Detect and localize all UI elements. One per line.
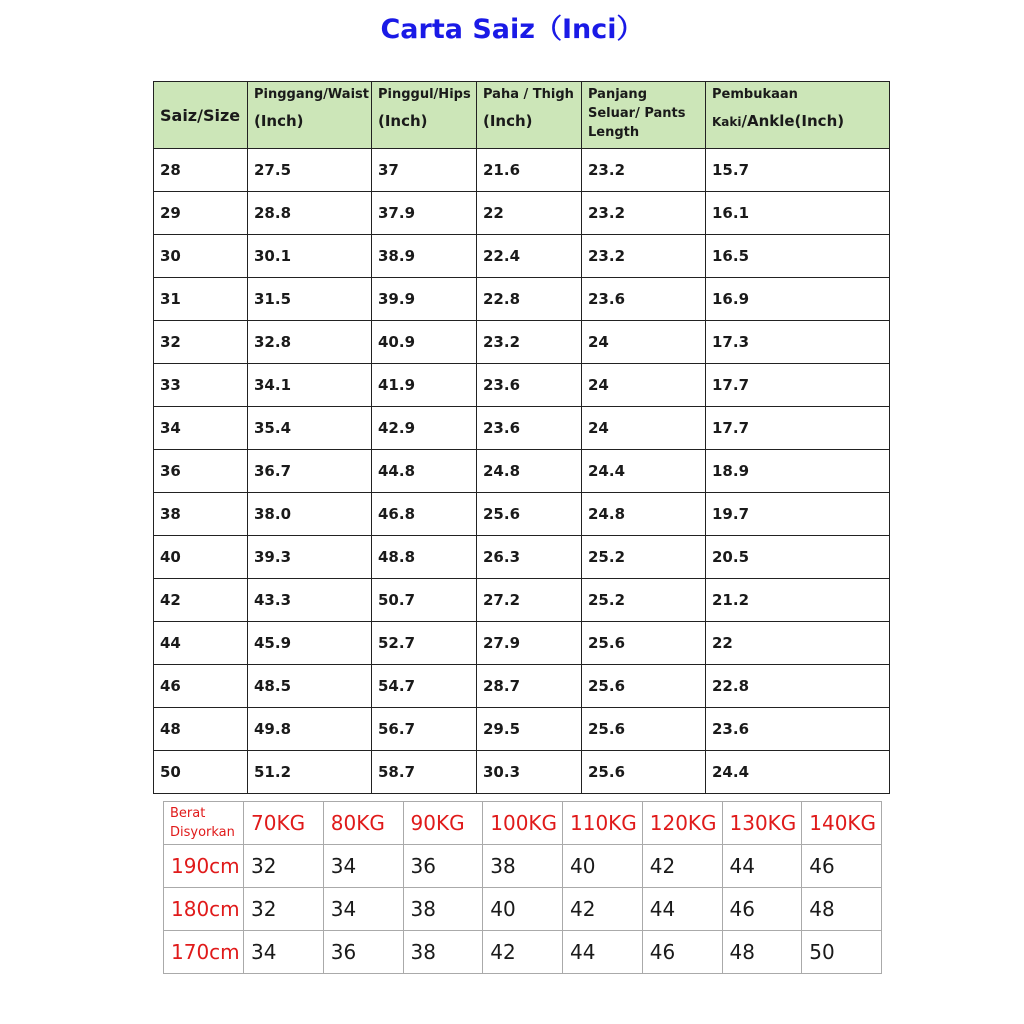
header-ankle-small: Kaki [712,115,742,129]
header-thigh-unit: (Inch) [483,112,533,130]
cell-waist: 35.4 [248,407,372,450]
header-pants-length-label: Panjang Seluar/ Pants Length [588,87,686,140]
table-row [154,321,890,364]
header-thigh-label: Paha / Thigh [483,87,574,102]
cell-pants-length: 25.6 [582,665,706,708]
cell-ankle: 20.5 [706,536,890,579]
recommended-size-cell: 36 [323,931,403,974]
cell-waist: 51.2 [248,751,372,794]
cell-size: 38 [154,493,248,536]
header-hips-label: Pinggul/Hips [378,87,471,102]
table-row [154,235,890,278]
cell-thigh: 22.8 [477,278,582,321]
cell-hips: 37.9 [372,192,477,235]
page-title: Carta Saiz（Inci） [380,14,644,45]
cell-size: 44 [154,622,248,665]
recommended-size-cell: 42 [642,845,722,888]
table-row [154,708,890,751]
cell-hips: 52.7 [372,622,477,665]
cell-size: 34 [154,407,248,450]
cell-waist: 36.7 [248,450,372,493]
size-chart-body [154,149,890,794]
recommended-size-cell: 38 [403,888,483,931]
cell-hips: 50.7 [372,579,477,622]
size-chart-header-row [154,82,890,149]
weight-recommendation-table [163,801,882,974]
cell-size: 36 [154,450,248,493]
cell-waist: 49.8 [248,708,372,751]
header-waist [248,82,372,149]
recommended-size-cell: 50 [802,931,882,974]
cell-thigh: 24.8 [477,450,582,493]
cell-waist: 43.3 [248,579,372,622]
cell-ankle: 17.3 [706,321,890,364]
table-row [154,149,890,192]
cell-hips: 40.9 [372,321,477,364]
recommended-size-cell: 38 [403,931,483,974]
cell-ankle: 16.5 [706,235,890,278]
cell-thigh: 25.6 [477,493,582,536]
weight-header-cell: 100KG [483,802,563,845]
cell-hips: 44.8 [372,450,477,493]
weight-header-cell: 80KG [323,802,403,845]
cell-waist: 28.8 [248,192,372,235]
header-hips-unit: (Inch) [378,112,428,130]
table-row [154,364,890,407]
cell-hips: 41.9 [372,364,477,407]
cell-pants-length: 24 [582,364,706,407]
weight-row [164,888,882,931]
cell-ankle: 22 [706,622,890,665]
cell-ankle: 18.9 [706,450,890,493]
recommended-size-cell: 32 [244,845,324,888]
recommended-size-cell: 46 [722,888,802,931]
cell-size: 48 [154,708,248,751]
cell-ankle: 15.7 [706,149,890,192]
table-row [154,450,890,493]
cell-thigh: 22.4 [477,235,582,278]
cell-pants-length: 25.6 [582,708,706,751]
cell-pants-length: 24.4 [582,450,706,493]
recommended-size-cell: 38 [483,845,563,888]
cell-waist: 45.9 [248,622,372,665]
recommended-size-cell: 44 [563,931,643,974]
recommended-size-cell: 34 [323,845,403,888]
cell-ankle: 16.1 [706,192,890,235]
cell-ankle: 16.9 [706,278,890,321]
cell-thigh: 21.6 [477,149,582,192]
recommended-size-cell: 46 [802,845,882,888]
cell-thigh: 27.2 [477,579,582,622]
cell-size: 32 [154,321,248,364]
cell-hips: 37 [372,149,477,192]
header-ankle [706,82,890,149]
table-row [154,579,890,622]
cell-pants-length: 25.6 [582,622,706,665]
cell-pants-length: 24 [582,407,706,450]
header-size [154,82,248,149]
recommended-size-cell: 44 [722,845,802,888]
recommended-size-cell: 48 [722,931,802,974]
recommended-size-cell: 48 [802,888,882,931]
recommended-size-cell: 46 [642,931,722,974]
recommended-size-cell: 34 [323,888,403,931]
weight-table-body [164,802,882,974]
cell-ankle: 21.2 [706,579,890,622]
cell-thigh: 22 [477,192,582,235]
header-ankle-suffix: /Ankle(Inch) [741,112,845,130]
header-size-label: Saiz/Size [160,105,241,125]
height-label: 170cm [164,931,244,974]
recommended-size-cell: 36 [403,845,483,888]
cell-ankle: 22.8 [706,665,890,708]
weight-header-cell: 120KG [642,802,722,845]
table-row [154,536,890,579]
weight-corner-label: Berat Disyorkan [164,802,244,845]
header-ankle-unit [712,112,883,130]
cell-size: 30 [154,235,248,278]
recommended-size-cell: 42 [563,888,643,931]
weight-header-cell: 130KG [722,802,802,845]
header-thigh [477,82,582,149]
cell-hips: 48.8 [372,536,477,579]
cell-size: 46 [154,665,248,708]
cell-pants-length: 23.2 [582,149,706,192]
recommended-size-cell: 44 [642,888,722,931]
weight-header-cell: 110KG [563,802,643,845]
table-row [154,751,890,794]
weight-header-cell: 90KG [403,802,483,845]
recommended-size-cell: 42 [483,931,563,974]
cell-hips: 58.7 [372,751,477,794]
cell-pants-length: 23.2 [582,192,706,235]
weight-row [164,845,882,888]
recommended-size-cell: 40 [563,845,643,888]
recommended-size-cell: 32 [244,888,324,931]
cell-hips: 39.9 [372,278,477,321]
cell-waist: 48.5 [248,665,372,708]
header-waist-unit: (Inch) [254,112,304,130]
cell-size: 50 [154,751,248,794]
cell-waist: 30.1 [248,235,372,278]
cell-ankle: 19.7 [706,493,890,536]
cell-hips: 54.7 [372,665,477,708]
cell-ankle: 24.4 [706,751,890,794]
weight-header-row [164,802,882,845]
table-row [154,622,890,665]
cell-thigh: 26.3 [477,536,582,579]
height-label: 180cm [164,888,244,931]
cell-ankle: 17.7 [706,407,890,450]
cell-size: 28 [154,149,248,192]
cell-waist: 32.8 [248,321,372,364]
cell-pants-length: 24.8 [582,493,706,536]
cell-thigh: 23.6 [477,364,582,407]
cell-thigh: 27.9 [477,622,582,665]
cell-ankle: 17.7 [706,364,890,407]
weight-header-cell: 70KG [244,802,324,845]
cell-size: 42 [154,579,248,622]
header-ankle-label: Pembukaan [712,87,798,102]
table-row [154,192,890,235]
cell-hips: 56.7 [372,708,477,751]
weight-row [164,931,882,974]
cell-size: 31 [154,278,248,321]
cell-size: 33 [154,364,248,407]
weight-header-cell: 140KG [802,802,882,845]
cell-ankle: 23.6 [706,708,890,751]
cell-hips: 42.9 [372,407,477,450]
cell-hips: 46.8 [372,493,477,536]
size-chart-table [153,81,890,794]
header-hips [372,82,477,149]
cell-waist: 31.5 [248,278,372,321]
recommended-size-cell: 40 [483,888,563,931]
cell-thigh: 28.7 [477,665,582,708]
cell-thigh: 23.6 [477,407,582,450]
cell-size: 40 [154,536,248,579]
cell-hips: 38.9 [372,235,477,278]
cell-pants-length: 23.6 [582,278,706,321]
cell-pants-length: 25.2 [582,579,706,622]
cell-thigh: 23.2 [477,321,582,364]
height-label: 190cm [164,845,244,888]
cell-size: 29 [154,192,248,235]
cell-waist: 34.1 [248,364,372,407]
cell-waist: 39.3 [248,536,372,579]
cell-waist: 38.0 [248,493,372,536]
cell-pants-length: 24 [582,321,706,364]
table-row [154,278,890,321]
cell-waist: 27.5 [248,149,372,192]
table-row [154,665,890,708]
cell-pants-length: 25.6 [582,751,706,794]
cell-pants-length: 25.2 [582,536,706,579]
cell-thigh: 30.3 [477,751,582,794]
cell-thigh: 29.5 [477,708,582,751]
table-row [154,493,890,536]
table-row [154,407,890,450]
recommended-size-cell: 34 [244,931,324,974]
cell-pants-length: 23.2 [582,235,706,278]
header-pants-length [582,82,706,149]
header-waist-label: Pinggang/Waist [254,87,369,102]
